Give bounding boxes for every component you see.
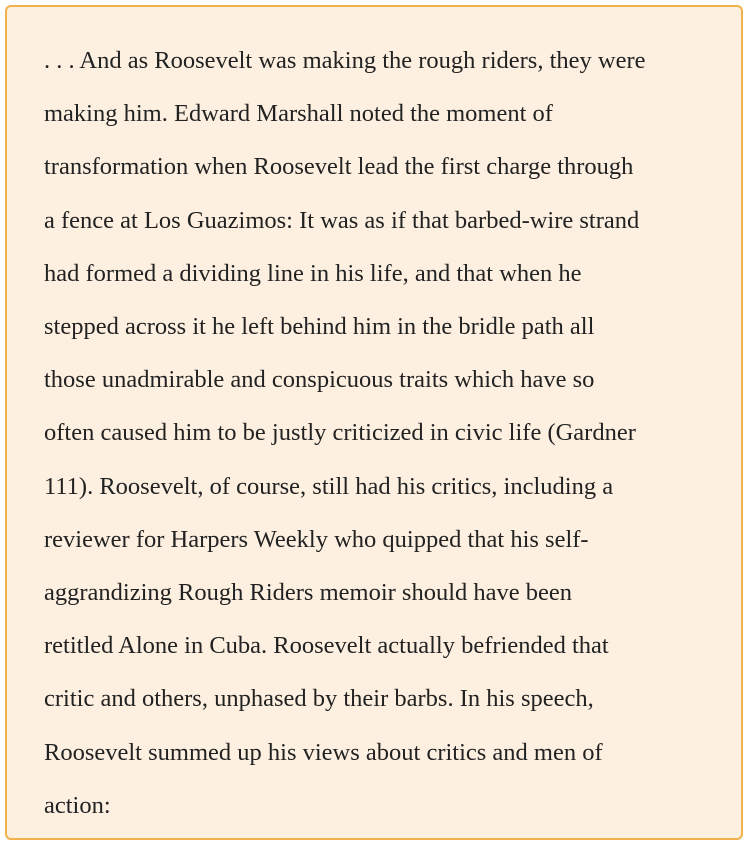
passage-line: making him. Edward Marshall noted the moment of [44, 100, 553, 128]
passage-line: reviewer for Harpers Weekly who quipped that his self- [44, 525, 589, 553]
quote-box [5, 5, 743, 840]
passage-text [44, 34, 734, 832]
passage-line: aggrandizing Rough Riders memoir should have been [44, 579, 572, 607]
passage-line: transformation when Roosevelt lead the first charge through [44, 153, 634, 181]
passage-line: those unadmirable and conspicuous traits which have so [44, 366, 595, 394]
passage-line: had formed a dividing line in his life, and that when he [44, 259, 582, 287]
passage-line: retitled Alone in Cuba. Roosevelt actually befriended that [44, 632, 609, 660]
passage-line: action: [44, 791, 111, 819]
passage-line: Roosevelt summed up his views about critics and men of [44, 738, 603, 766]
passage-line: stepped across it he left behind him in the bridle path all [44, 313, 595, 341]
passage-line: critic and others, unphased by their barbs. In his speech, [44, 685, 594, 713]
passage-line: often caused him to be justly criticized in civic life (Gardner [44, 419, 636, 447]
passage-line: a fence at Los Guazimos: It was as if that barbed-wire strand [44, 206, 640, 234]
passage-line: . . . And as Roosevelt was making the rough riders, they were [44, 47, 646, 74]
passage-line: 111). Roosevelt, of course, still had his critics, including a [44, 472, 614, 500]
